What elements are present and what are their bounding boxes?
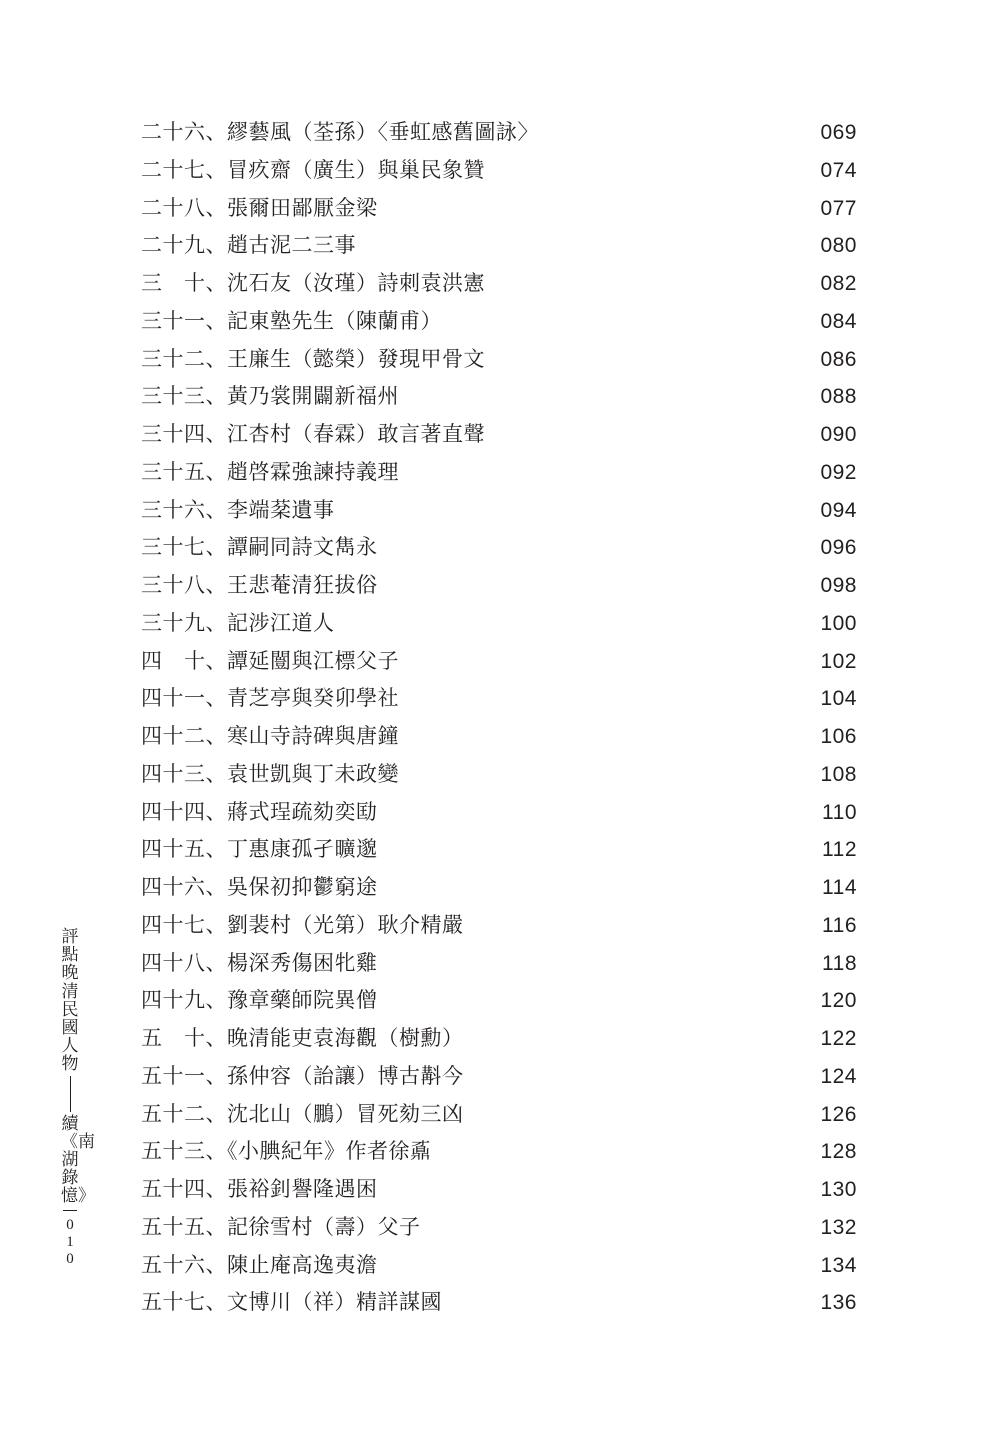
toc-entry (141, 1096, 857, 1134)
toc-entry-title: 三十三、黃乃裳開闢新福州 (141, 384, 399, 409)
toc-entry-page: 122 (820, 1027, 857, 1050)
toc-entry-page: 086 (820, 347, 857, 371)
toc-entry (141, 114, 857, 152)
toc-entry (141, 718, 857, 756)
book-title: 評點晚清民國人物 (61, 927, 79, 1075)
toc-entry-title: 五 十、晚清能吏袁海觀（樹勳） (141, 1026, 464, 1050)
toc-entry-title: 三十四、江杏村（春霖）敢言著直聲 (141, 422, 485, 446)
series-title: 續《南湖錄憶》 (61, 1113, 95, 1207)
toc-entry (141, 605, 857, 643)
toc-entry-page: 094 (820, 498, 857, 522)
toc-entry-title: 四 十、譚延闓與江標父子 (141, 648, 399, 673)
toc-entry-title: 五十五、記徐雪村（壽）父子 (141, 1214, 421, 1239)
toc-entry (141, 265, 857, 303)
toc-entry-page: 136 (820, 1291, 857, 1315)
toc-entry-page: 074 (820, 158, 857, 182)
toc-entry (141, 303, 857, 341)
toc-entry (141, 1133, 857, 1171)
toc-entry (141, 492, 857, 530)
toc-entry-title: 四十四、蔣式珵疏劾奕劻 (141, 799, 378, 824)
toc-entry-page: 120 (820, 989, 857, 1013)
toc-entry (141, 1284, 857, 1322)
toc-entry (141, 1209, 857, 1247)
toc-entry (141, 190, 857, 228)
toc-entry-title: 三十一、記東塾先生（陳蘭甫） (141, 308, 442, 333)
toc-entry-page: 108 (820, 762, 857, 786)
toc-entry-page: 100 (820, 611, 857, 635)
toc-entry-page: 132 (820, 1215, 857, 1239)
toc-entry-page: 098 (820, 574, 857, 597)
toc-entry-title: 三十九、記涉江道人 (141, 610, 335, 635)
toc-entry-page: 116 (822, 913, 857, 937)
toc-entry-page: 134 (820, 1253, 857, 1277)
toc-entry-title: 三 十、沈石友（汝瑾）詩刺袁洪憲 (141, 271, 485, 295)
toc-entry-title: 三十六、李端棻遺事 (141, 497, 335, 522)
toc-entry-page: 118 (822, 951, 857, 975)
toc-entry-title: 四十五、丁惠康孤孑曠邈 (141, 837, 378, 862)
toc-entry-page: 088 (820, 385, 857, 409)
toc-entry-title: 二十六、繆藝風（荃孫）〈垂虹感舊圖詠〉 (141, 120, 539, 144)
toc-entry-title: 五十一、孫仲容（詒讓）博古斠今 (141, 1063, 464, 1088)
toc-entry (141, 643, 857, 681)
toc-entry-title: 四十九、豫章藥師院異僧 (141, 988, 378, 1013)
toc-entry-title: 四十一、青芝亭與癸卯學社 (141, 686, 399, 711)
toc-entry-page: 110 (822, 800, 857, 824)
toc-entry-title: 二十七、冒疚齋（廣生）與巢民象贊 (141, 157, 485, 182)
running-header (58, 927, 95, 1268)
toc-entry-page: 106 (820, 725, 857, 748)
toc-entry-title: 四十七、劉裴村（光第）耿介精嚴 (141, 912, 464, 937)
toc-entry-page: 104 (820, 687, 857, 711)
toc-entry-title: 三十五、趙啓霖強諫持義理 (141, 459, 399, 484)
toc-entry (141, 680, 857, 718)
toc-entry (141, 1171, 857, 1209)
toc-entry-page: 114 (822, 876, 857, 899)
toc-entry-title: 二十九、趙古泥二三事 (141, 233, 356, 258)
toc-entry-page: 096 (820, 536, 857, 560)
toc-entry (141, 416, 857, 454)
toc-entry-page: 128 (820, 1140, 857, 1164)
toc-entry (141, 152, 857, 190)
toc-entry (141, 945, 857, 983)
toc-entry-title: 五十六、陳止庵高逸夷澹 (141, 1252, 378, 1277)
toc-entry (141, 907, 857, 945)
toc-entry-page: 092 (820, 460, 857, 484)
toc-entry-page: 112 (822, 838, 857, 862)
toc-entry (141, 341, 857, 379)
toc-entry-title: 五十三、《小腆紀年》作者徐鼒 (141, 1139, 432, 1164)
title-dash-divider (70, 1076, 71, 1112)
toc-entry (141, 567, 857, 605)
toc-entry-title: 五十二、沈北山（鵬）冒死劾三凶 (141, 1101, 464, 1126)
toc-entry-title: 四十三、袁世凱與丁未政變 (141, 761, 399, 786)
toc-entry (141, 869, 857, 907)
toc-entry (141, 227, 857, 265)
toc-entry-page: 126 (820, 1102, 857, 1126)
toc-entry-page: 084 (820, 309, 857, 333)
toc-entry-title: 四十八、楊深秀傷困牝雞 (141, 950, 378, 975)
toc-entry-page: 077 (820, 196, 857, 220)
toc-entry (141, 831, 857, 869)
toc-entry (141, 982, 857, 1020)
table-of-contents (141, 114, 857, 1322)
toc-entry-page: 069 (820, 121, 857, 144)
toc-entry-page: 090 (820, 423, 857, 446)
toc-entry (141, 1247, 857, 1285)
toc-entry (141, 529, 857, 567)
toc-entry (141, 794, 857, 832)
toc-entry-page: 102 (820, 649, 857, 673)
toc-entry-title: 二十八、張爾田鄙厭金梁 (141, 195, 378, 220)
toc-entry-title: 四十六、吳保初抑鬱窮途 (141, 875, 378, 899)
toc-entry-page: 082 (820, 272, 857, 295)
toc-entry (141, 1020, 857, 1058)
page-number-divider (63, 1210, 77, 1211)
toc-entry-page: 080 (820, 234, 857, 258)
page-number: 010 (66, 1216, 74, 1267)
toc-entry-title: 五十七、文博川（祥）精詳謀國 (141, 1290, 442, 1315)
toc-entry-title: 三十八、王悲菴清狂拔俗 (141, 573, 378, 597)
toc-entry-title: 四十二、寒山寺詩碑與唐鐘 (141, 724, 399, 748)
toc-entry (141, 756, 857, 794)
toc-entry (141, 454, 857, 492)
toc-entry-title: 三十二、王廉生（懿榮）發現甲骨文 (141, 346, 485, 371)
toc-entry-title: 三十七、譚嗣同詩文雋永 (141, 535, 378, 560)
toc-entry-page: 130 (820, 1178, 857, 1201)
toc-entry-page: 124 (820, 1064, 857, 1088)
toc-entry (141, 1058, 857, 1096)
toc-entry (141, 378, 857, 416)
toc-entry-title: 五十四、張裕釗譽隆遇困 (141, 1177, 378, 1201)
